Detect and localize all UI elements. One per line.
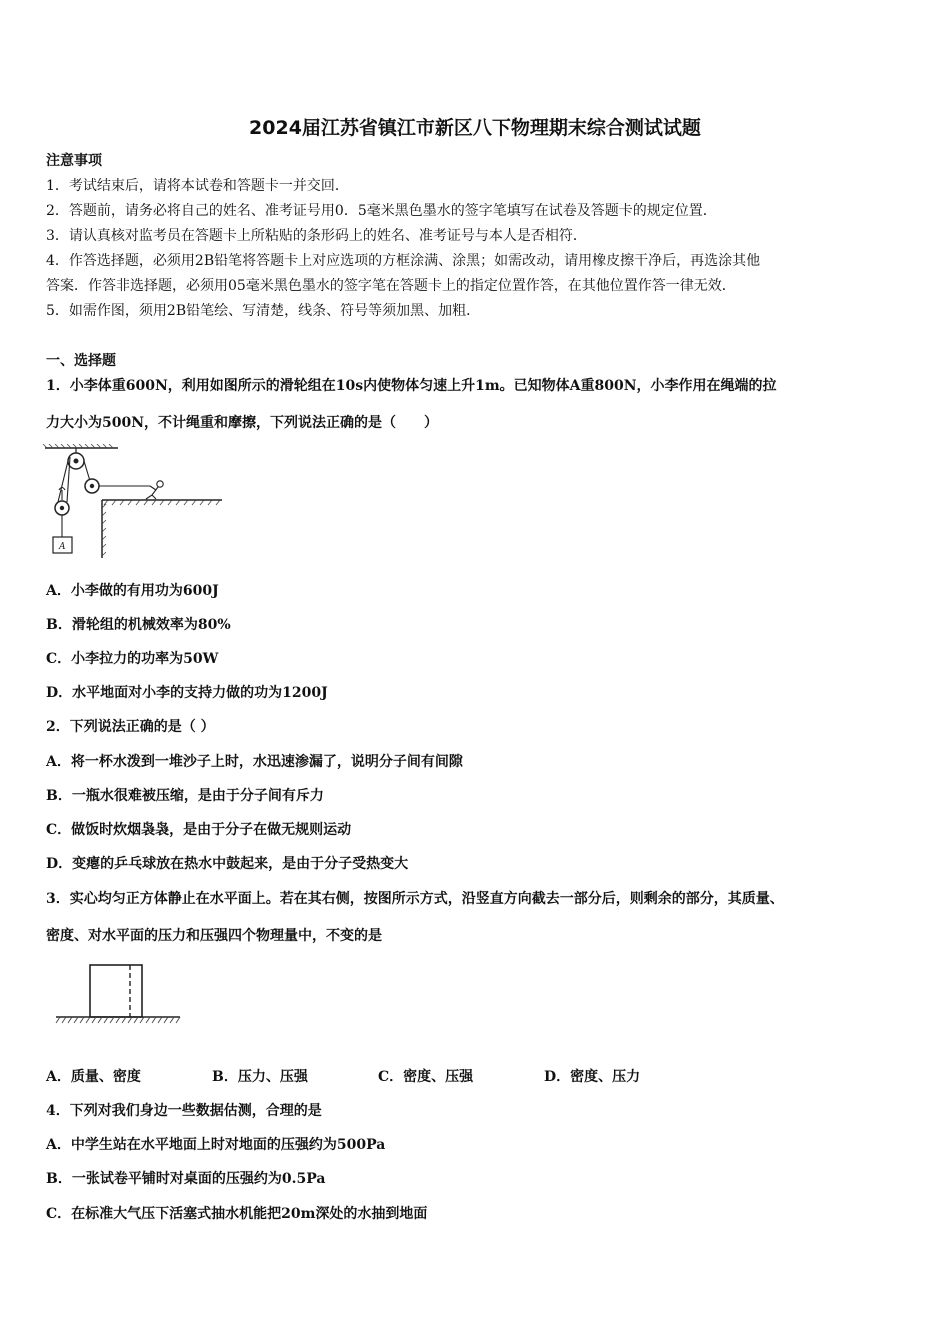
q2-option-b: B．一瓶水很难被压缩，是由于分子间有斥力 <box>46 788 324 804</box>
notice-item: 5．如需作图，须用2B铅笔绘、写清楚，线条、符号等须加黑、加粗． <box>46 303 481 319</box>
notice-item: 4．作答选择题，必须用2B铅笔将答题卡上对应选项的方框涂满、涂黑；如需改动，请用橡皮擦干净后，再选涂其他 <box>46 253 761 269</box>
q3-options <box>46 1066 710 1086</box>
q1-option-c: C．小李拉力的功率为50W <box>46 651 219 667</box>
q3-option-d: D．密度、压力 <box>544 1069 641 1085</box>
q3-stem-line1: 3．实心均匀正方体静止在水平面上。若在其右侧，按图所示方式，沿竖直方向截去一部分后，则剩余的部分，其质量、 <box>46 891 784 907</box>
notice-heading: 注意事项 <box>46 153 102 169</box>
notice-item: 3．请认真核对监考员在答题卡上所粘贴的条形码上的姓名、准考证号与本人是否相符． <box>46 228 587 244</box>
q3-option-a: A．质量、密度 <box>46 1069 141 1085</box>
q3-stem-line2: 密度、对水平面的压力和压强四个物理量中，不变的是 <box>46 928 382 944</box>
notice-item: 答案．作答非选择题，必须用05毫米黑色墨水的签字笔在答题卡上的指定位置作答，在其他位置作答一律无效． <box>46 278 736 294</box>
q3-option-b: B．压力、压强 <box>212 1069 308 1085</box>
q1-option-a: A．小李做的有用功为600J <box>46 583 219 599</box>
q1-stem-line2: 力大小为500N，不计绳重和摩擦，下列说法正确的是（ ） <box>46 415 439 431</box>
q1-option-d: D．水平地面对小李的支持力做的功为1200J <box>46 685 328 701</box>
exam-title: 2024届江苏省镇江市新区八下物理期末综合测试试题 <box>249 117 701 139</box>
q4-stem: 4．下列对我们身边一些数据估测，合理的是 <box>46 1103 322 1119</box>
notice-item: 1．考试结束后，请将本试卷和答题卡一并交回． <box>46 178 349 194</box>
pulley-figure <box>42 444 228 560</box>
q2-stem: 2．下列说法正确的是（ ） <box>46 719 215 735</box>
q2-option-d: D．变瘪的乒乓球放在热水中鼓起来，是由于分子受热变大 <box>46 856 409 872</box>
q4-option-c: C．在标准大气压下活塞式抽水机能把20m深处的水抽到地面 <box>46 1206 428 1222</box>
q2-option-c: C．做饭时炊烟袅袅，是由于分子在做无规则运动 <box>46 822 352 838</box>
notice-item: 2．答题前，请务必将自己的姓名、准考证号用0．5毫米黑色墨水的签字笔填写在试卷及答题卡的规定位置． <box>46 203 717 219</box>
q4-option-b: B．一张试卷平铺时对桌面的压强约为0.5Pa <box>46 1171 326 1187</box>
q1-stem-line1: 1．小李体重600N，利用如图所示的滑轮组在10s内使物体匀速上升1m。已知物体A重800N，小李作用在绳端的拉 <box>46 378 777 394</box>
q4-option-a: A．中学生站在水平地面上时对地面的压强约为500Pa <box>46 1137 386 1153</box>
section-heading: 一、选择题 <box>46 353 116 369</box>
q3-option-c: C．密度、压强 <box>378 1069 474 1085</box>
cube-figure <box>54 960 182 1030</box>
q1-option-b: B．滑轮组的机械效率为80% <box>46 617 231 633</box>
figure-label-a: A <box>59 542 66 552</box>
q2-option-a: A．将一杯水泼到一堆沙子上时，水迅速渗漏了，说明分子间有间隙 <box>46 754 463 770</box>
